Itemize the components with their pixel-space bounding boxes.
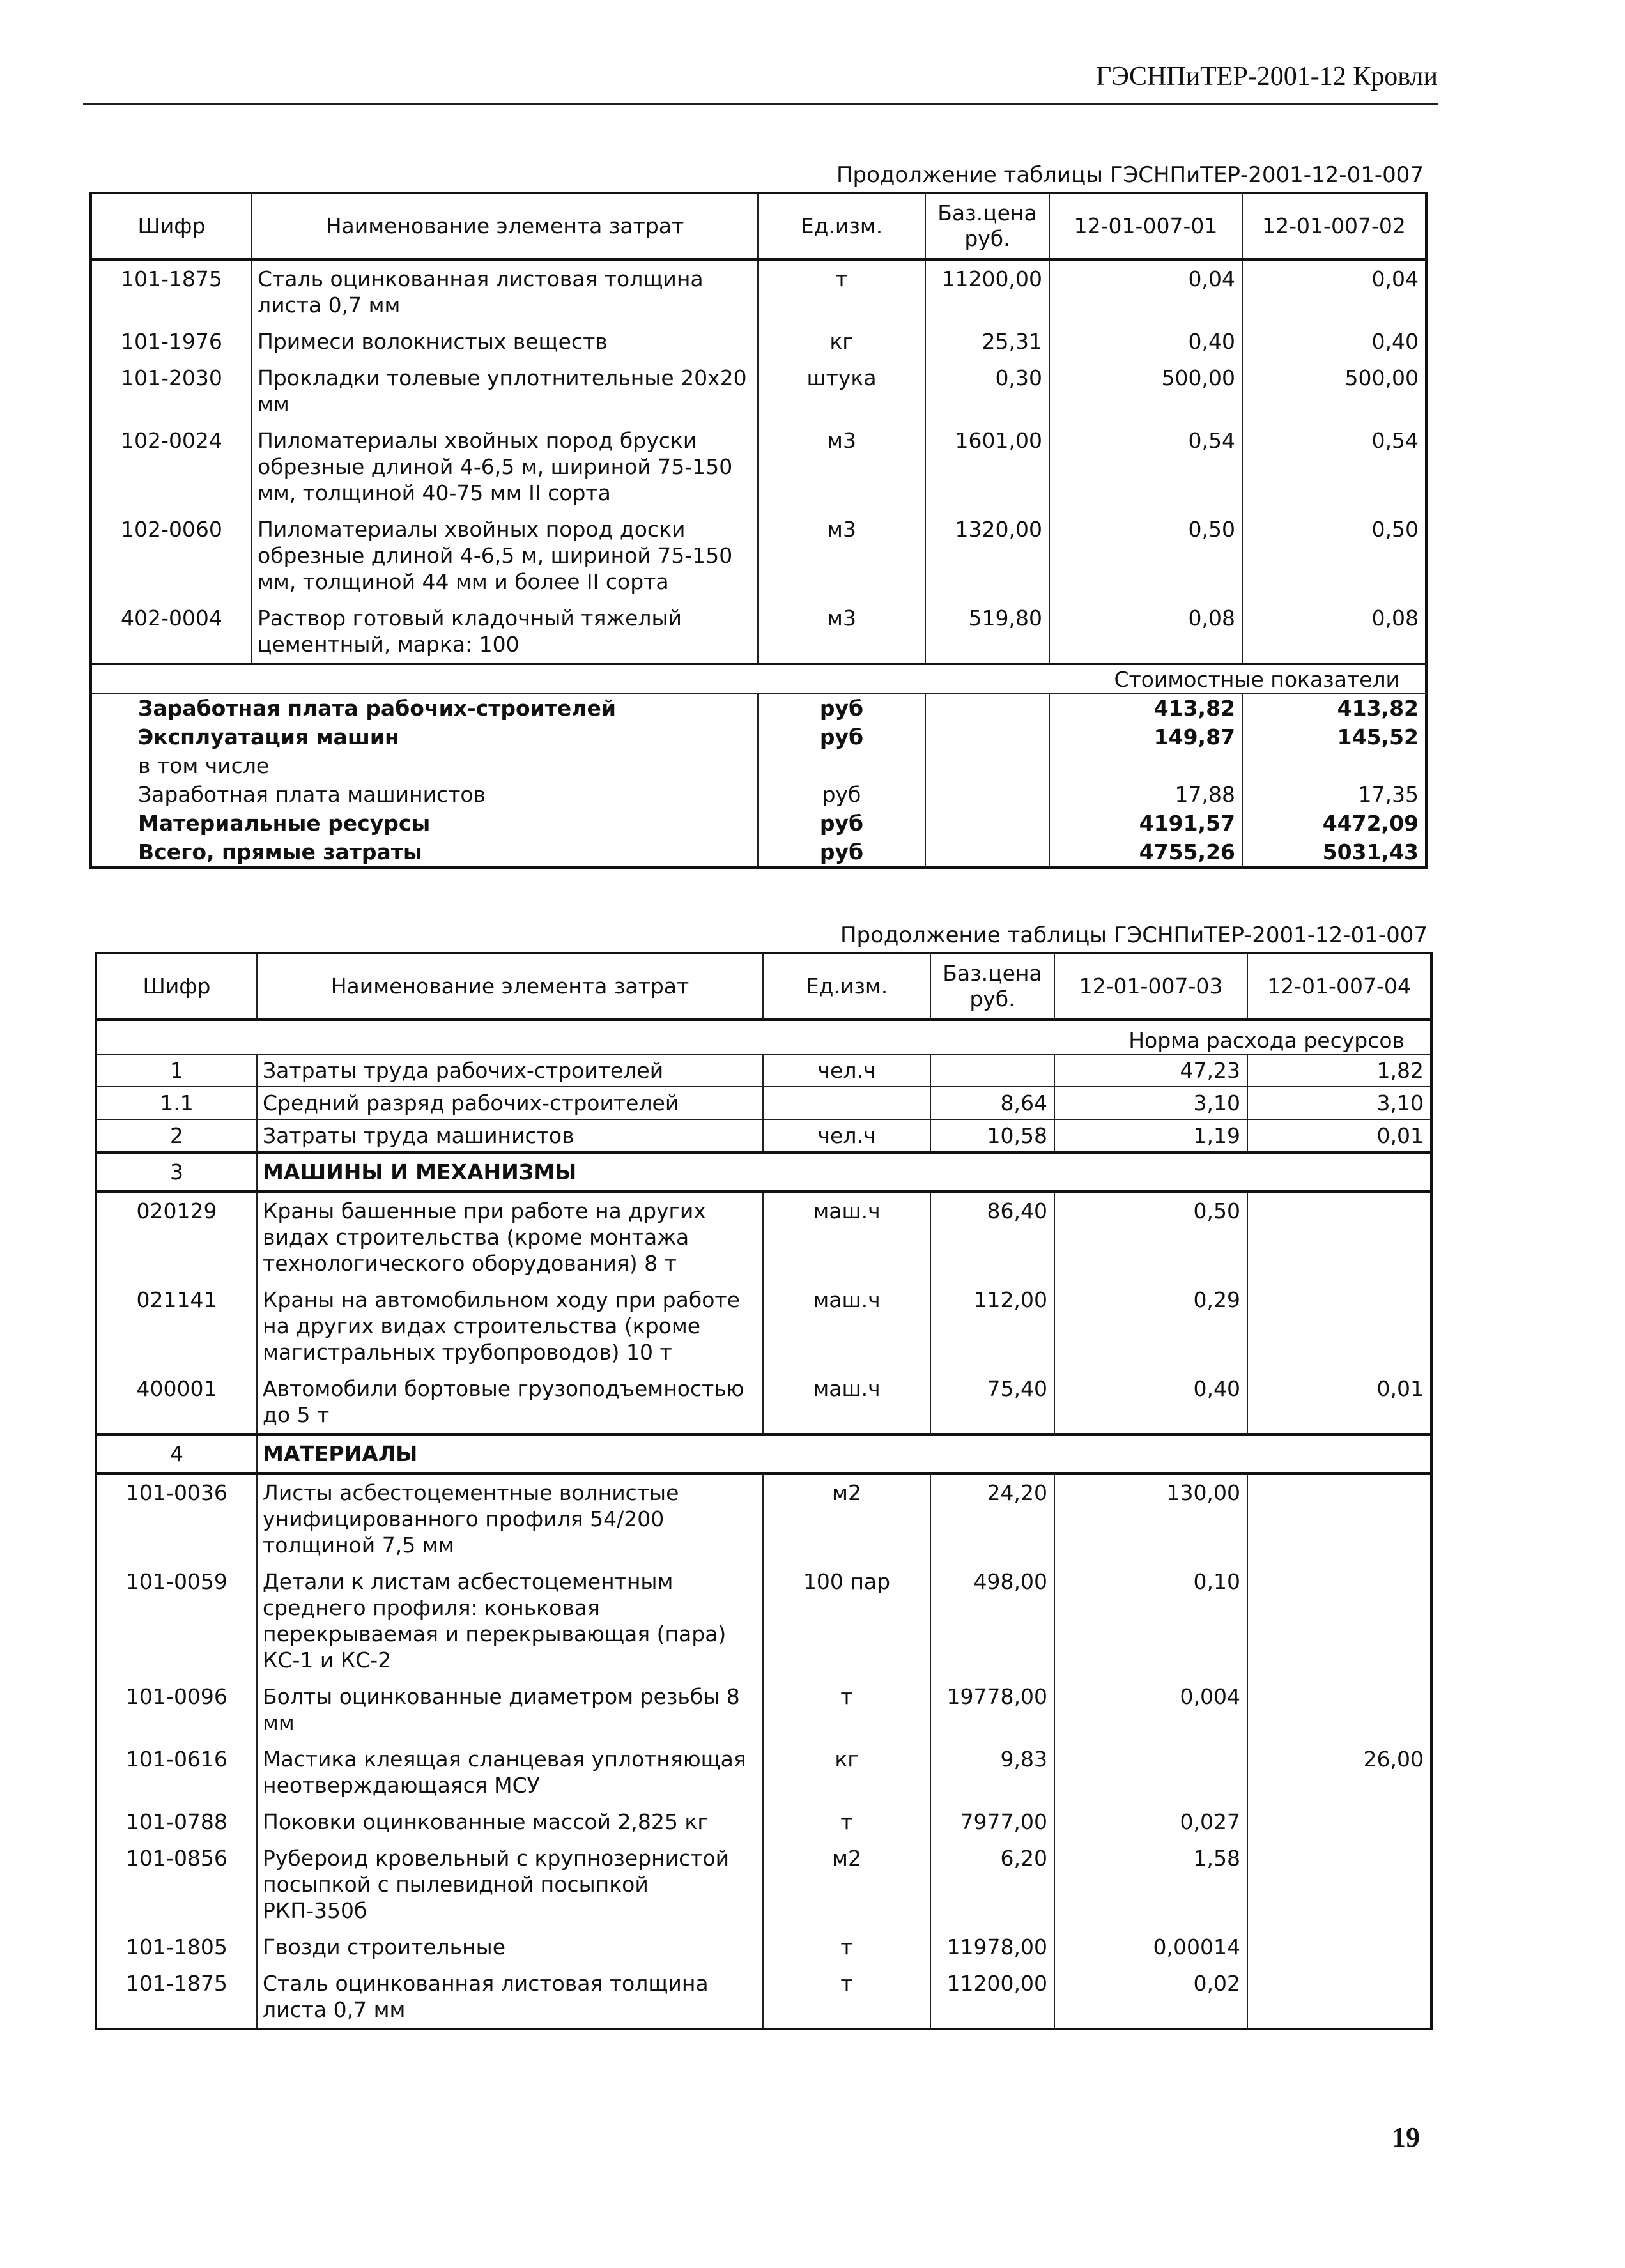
- cell-unit: маш.ч: [763, 1370, 930, 1434]
- resource-row: [91, 422, 1426, 511]
- cell-name: Детали к листам асбестоцементным среднего профиля: коньковая перекрываемая и перекрывающая (пара) КС-1 и КС-2: [257, 1563, 763, 1678]
- cell-value-b: 0,04: [1242, 259, 1426, 323]
- cell-value-a: 0,29: [1054, 1282, 1247, 1370]
- cell-code: 402-0004: [91, 600, 252, 664]
- cost-price-empty: [925, 809, 1049, 838]
- page-number: 19: [1392, 2122, 1420, 2153]
- cell-name: Средний разряд рабочих-строителей: [257, 1087, 763, 1119]
- cell-code: 101-2030: [91, 360, 252, 422]
- cell-name: Пиломатериалы хвойных пород доски обрезные длиной 4-6,5 м, шириной 75-150 мм, толщиной 44 мм и более II сорта: [252, 511, 758, 600]
- cell-code: 1.1: [96, 1087, 257, 1119]
- cell-code: 101-1875: [91, 259, 252, 323]
- cost-unit: руб: [758, 723, 925, 751]
- cell-code: 101-1976: [91, 323, 252, 360]
- cell-code: 101-0036: [96, 1473, 257, 1563]
- cell-value-a: 1,19: [1054, 1119, 1247, 1153]
- cell-name: Сталь оцинкованная листовая толщина листа 0,7 мм: [257, 1965, 763, 2029]
- col-a-header: 12-01-007-03: [1054, 953, 1247, 1020]
- section-code: 4: [96, 1434, 257, 1473]
- cell-value-a: 130,00: [1054, 1473, 1247, 1563]
- cell-value-b: 0,50: [1242, 511, 1426, 600]
- cost-value-b: 5031,43: [1242, 838, 1426, 868]
- cell-value-b: [1247, 1965, 1431, 2029]
- cell-name: Сталь оцинкованная листовая толщина листа 0,7 мм: [252, 259, 758, 323]
- cell-unit: м3: [758, 422, 925, 511]
- cost-name: Заработная плата рабочих-строителей: [91, 693, 758, 723]
- cost-unit: руб: [758, 838, 925, 868]
- cell-price: 19778,00: [930, 1678, 1054, 1741]
- cost-title-row: [91, 664, 1426, 693]
- cell-value-b: [1247, 1282, 1431, 1370]
- material-row: [96, 1473, 1431, 1563]
- labor-row: [96, 1119, 1431, 1153]
- cell-code: 101-1875: [96, 1965, 257, 2029]
- cell-value-a: 0,50: [1054, 1191, 1247, 1282]
- cell-unit: т: [763, 1965, 930, 2029]
- table2-caption: Продолжение таблицы ГЭСНПиТЕР-2001-12-01-007: [840, 923, 1428, 948]
- cell-value-b: [1247, 1929, 1431, 1965]
- cell-price: 9,83: [930, 1741, 1054, 1804]
- cell-value-b: [1247, 1840, 1431, 1929]
- cell-value-a: 0,10: [1054, 1563, 1247, 1678]
- cell-unit: т: [763, 1929, 930, 1965]
- cell-price: 498,00: [930, 1563, 1054, 1678]
- cell-name: Затраты труда рабочих-строителей: [257, 1054, 763, 1087]
- cell-unit: м3: [758, 600, 925, 664]
- material-row: [96, 1741, 1431, 1804]
- col-code-header: Шифр: [96, 953, 257, 1020]
- cost-value-b: 17,35: [1242, 780, 1426, 809]
- cell-value-a: 0,004: [1054, 1678, 1247, 1741]
- cell-unit: [763, 1087, 930, 1119]
- col-name-header: Наименование элемента затрат: [257, 953, 763, 1020]
- cell-value-b: 0,54: [1242, 422, 1426, 511]
- cell-unit: т: [763, 1678, 930, 1741]
- cell-code: 020129: [96, 1191, 257, 1282]
- cell-price: 86,40: [930, 1191, 1054, 1282]
- cell-value-a: [1054, 1741, 1247, 1804]
- cost-row: [91, 751, 1426, 780]
- cell-price: 6,20: [930, 1840, 1054, 1929]
- cell-name: Листы асбестоцементные волнистые унифицированного профиля 54/200 толщиной 7,5 мм: [257, 1473, 763, 1563]
- col-b-header: 12-01-007-04: [1247, 953, 1431, 1020]
- resource-row: [91, 323, 1426, 360]
- table1: [89, 192, 1428, 869]
- cost-value-a: [1049, 751, 1242, 780]
- cost-price-empty: [925, 723, 1049, 751]
- cell-value-a: 0,04: [1049, 259, 1242, 323]
- cost-unit: руб: [758, 809, 925, 838]
- cell-value-a: 0,08: [1049, 600, 1242, 664]
- cost-row: [91, 809, 1426, 838]
- cell-value-a: 3,10: [1054, 1087, 1247, 1119]
- cell-value-a: 0,40: [1049, 323, 1242, 360]
- cost-price-empty: [925, 780, 1049, 809]
- section-title: МАШИНЫ И МЕХАНИЗМЫ: [257, 1153, 1431, 1191]
- resource-row: [91, 259, 1426, 323]
- cost-value-b: 145,52: [1242, 723, 1426, 751]
- cost-value-b: 4472,09: [1242, 809, 1426, 838]
- cell-price: 1320,00: [925, 511, 1049, 600]
- cell-value-a: 500,00: [1049, 360, 1242, 422]
- cost-value-a: 149,87: [1049, 723, 1242, 751]
- cell-code: 102-0024: [91, 422, 252, 511]
- cost-name: Заработная плата машинистов: [91, 780, 758, 809]
- cell-price: 1601,00: [925, 422, 1049, 511]
- cell-unit: штука: [758, 360, 925, 422]
- cell-unit: м2: [763, 1840, 930, 1929]
- cell-price: 25,31: [925, 323, 1049, 360]
- col-a-header: 12-01-007-01: [1049, 193, 1242, 259]
- cell-value-b: 500,00: [1242, 360, 1426, 422]
- cost-value-a: 17,88: [1049, 780, 1242, 809]
- labor-row: [96, 1054, 1431, 1087]
- cost-value-a: 4755,26: [1049, 838, 1242, 868]
- cost-title: Стоимостные показатели: [91, 664, 1426, 693]
- cell-name: Пиломатериалы хвойных пород бруски обрезные длиной 4-6,5 м, шириной 75-150 мм, толщиной 40-75 мм II сорта: [252, 422, 758, 511]
- machines-section-row: [96, 1153, 1431, 1191]
- cost-name: в том числе: [91, 751, 758, 780]
- cell-unit: кг: [763, 1741, 930, 1804]
- machine-row: [96, 1191, 1431, 1282]
- page-header: [83, 61, 1438, 105]
- cell-code: 102-0060: [91, 511, 252, 600]
- cell-value-b: [1247, 1563, 1431, 1678]
- col-price-header: Баз.цена руб.: [930, 953, 1054, 1020]
- col-unit-header: Ед.изм.: [758, 193, 925, 259]
- cell-name: Затраты труда машинистов: [257, 1119, 763, 1153]
- cell-code: 101-0059: [96, 1563, 257, 1678]
- cell-value-b: [1247, 1678, 1431, 1741]
- material-row: [96, 1563, 1431, 1678]
- cell-price: 112,00: [930, 1282, 1054, 1370]
- cell-name: Примеси волокнистых веществ: [252, 323, 758, 360]
- table1-header-row: [91, 193, 1426, 259]
- cell-code: 1: [96, 1054, 257, 1087]
- cell-name: Болты оцинкованные диаметром резьбы 8 мм: [257, 1678, 763, 1741]
- cell-name: Мастика клеящая сланцевая уплотняющая неотверждающаяся МСУ: [257, 1741, 763, 1804]
- cell-value-a: 0,00014: [1054, 1929, 1247, 1965]
- cell-value-b: 26,00: [1247, 1741, 1431, 1804]
- col-code-header: Шифр: [91, 193, 252, 259]
- material-row: [96, 1804, 1431, 1840]
- cell-value-a: 1,58: [1054, 1840, 1247, 1929]
- cost-value-b: [1242, 751, 1426, 780]
- resource-row: [91, 511, 1426, 600]
- cell-value-b: 0,01: [1247, 1370, 1431, 1434]
- cell-value-a: 47,23: [1054, 1054, 1247, 1087]
- cost-value-a: 413,82: [1049, 693, 1242, 723]
- table1-caption: Продолжение таблицы ГЭСНПиТЕР-2001-12-01-007: [836, 162, 1424, 188]
- cell-price: 11200,00: [930, 1965, 1054, 2029]
- resource-row: [91, 360, 1426, 422]
- cell-value-b: 0,40: [1242, 323, 1426, 360]
- cell-price: 519,80: [925, 600, 1049, 664]
- cell-name: Краны башенные при работе на других видах строительства (кроме монтажа технологического оборудования) 8 т: [257, 1191, 763, 1282]
- norm-title-row: [96, 1020, 1431, 1054]
- cell-unit: м3: [758, 511, 925, 600]
- cell-value-a: 0,50: [1049, 511, 1242, 600]
- cost-unit: [758, 751, 925, 780]
- col-name-header: Наименование элемента затрат: [252, 193, 758, 259]
- cell-price: 11978,00: [930, 1929, 1054, 1965]
- cell-name: Прокладки толевые уплотнительные 20х20 мм: [252, 360, 758, 422]
- cell-code: 101-0096: [96, 1678, 257, 1741]
- cell-code: 101-1805: [96, 1929, 257, 1965]
- cost-value-a: 4191,57: [1049, 809, 1242, 838]
- cost-name: Эксплуатация машин: [91, 723, 758, 751]
- labor-row: [96, 1087, 1431, 1119]
- cost-unit: руб: [758, 693, 925, 723]
- document-title: ГЭСНПиТЕР-2001-12 Кровли: [1095, 62, 1438, 91]
- machine-row: [96, 1370, 1431, 1434]
- cell-unit: чел.ч: [763, 1119, 930, 1153]
- cell-value-a: 0,027: [1054, 1804, 1247, 1840]
- col-price-header: Баз.цена руб.: [925, 193, 1049, 259]
- material-row: [96, 1929, 1431, 1965]
- cell-unit: маш.ч: [763, 1191, 930, 1282]
- table2: [95, 952, 1433, 2030]
- cost-name: Всего, прямые затраты: [91, 838, 758, 868]
- cost-unit: руб: [758, 780, 925, 809]
- norm-title: Норма расхода ресурсов: [96, 1020, 1431, 1054]
- cost-value-b: 413,82: [1242, 693, 1426, 723]
- cost-row: [91, 693, 1426, 723]
- cell-code: 101-0856: [96, 1840, 257, 1929]
- cell-price: 75,40: [930, 1370, 1054, 1434]
- machine-row: [96, 1282, 1431, 1370]
- cell-price: 0,30: [925, 360, 1049, 422]
- cell-unit: т: [763, 1804, 930, 1840]
- cell-name: Автомобили бортовые грузоподъемностью до 5 т: [257, 1370, 763, 1434]
- cell-value-b: 1,82: [1247, 1054, 1431, 1087]
- material-row: [96, 1965, 1431, 2029]
- cell-value-b: 0,01: [1247, 1119, 1431, 1153]
- cell-name: Краны на автомобильном ходу при работе на других видах строительства (кроме магистральных трубопроводов) 10 т: [257, 1282, 763, 1370]
- cell-value-b: [1247, 1804, 1431, 1840]
- cell-price: 24,20: [930, 1473, 1054, 1563]
- cell-value-b: [1247, 1473, 1431, 1563]
- cell-price: 10,58: [930, 1119, 1054, 1153]
- cost-row: [91, 780, 1426, 809]
- cell-name: Рубероид кровельный с крупнозернистой посыпкой с пылевидной посыпкой РКП-350б: [257, 1840, 763, 1929]
- cost-row: [91, 838, 1426, 868]
- section-code: 3: [96, 1153, 257, 1191]
- materials-section-row: [96, 1434, 1431, 1473]
- cell-code: 2: [96, 1119, 257, 1153]
- cell-unit: кг: [758, 323, 925, 360]
- cell-value-b: 3,10: [1247, 1087, 1431, 1119]
- cell-value-b: [1247, 1191, 1431, 1282]
- cell-unit: т: [758, 259, 925, 323]
- cost-price-empty: [925, 751, 1049, 780]
- cell-unit: чел.ч: [763, 1054, 930, 1087]
- cell-name: Гвозди строительные: [257, 1929, 763, 1965]
- table2-header-row: [96, 953, 1431, 1020]
- cell-price: 8,64: [930, 1087, 1054, 1119]
- cost-price-empty: [925, 838, 1049, 868]
- cell-unit: 100 пар: [763, 1563, 930, 1678]
- cell-value-a: 0,02: [1054, 1965, 1247, 2029]
- cell-price: [930, 1054, 1054, 1087]
- cell-value-a: 0,40: [1054, 1370, 1247, 1434]
- cell-price: 7977,00: [930, 1804, 1054, 1840]
- section-title: МАТЕРИАЛЫ: [257, 1434, 1431, 1473]
- material-row: [96, 1678, 1431, 1741]
- cost-name: Материальные ресурсы: [91, 809, 758, 838]
- cell-value-a: 0,54: [1049, 422, 1242, 511]
- col-unit-header: Ед.изм.: [763, 953, 930, 1020]
- cell-price: 11200,00: [925, 259, 1049, 323]
- col-b-header: 12-01-007-02: [1242, 193, 1426, 259]
- resource-row: [91, 600, 1426, 664]
- cost-price-empty: [925, 693, 1049, 723]
- material-row: [96, 1840, 1431, 1929]
- cell-name: Поковки оцинкованные массой 2,825 кг: [257, 1804, 763, 1840]
- cell-code: 400001: [96, 1370, 257, 1434]
- cell-unit: маш.ч: [763, 1282, 930, 1370]
- cell-code: 101-0788: [96, 1804, 257, 1840]
- cell-name: Раствор готовый кладочный тяжелый цементный, марка: 100: [252, 600, 758, 664]
- cell-code: 101-0616: [96, 1741, 257, 1804]
- cell-unit: м2: [763, 1473, 930, 1563]
- cost-row: [91, 723, 1426, 751]
- cell-code: 021141: [96, 1282, 257, 1370]
- cell-value-b: 0,08: [1242, 600, 1426, 664]
